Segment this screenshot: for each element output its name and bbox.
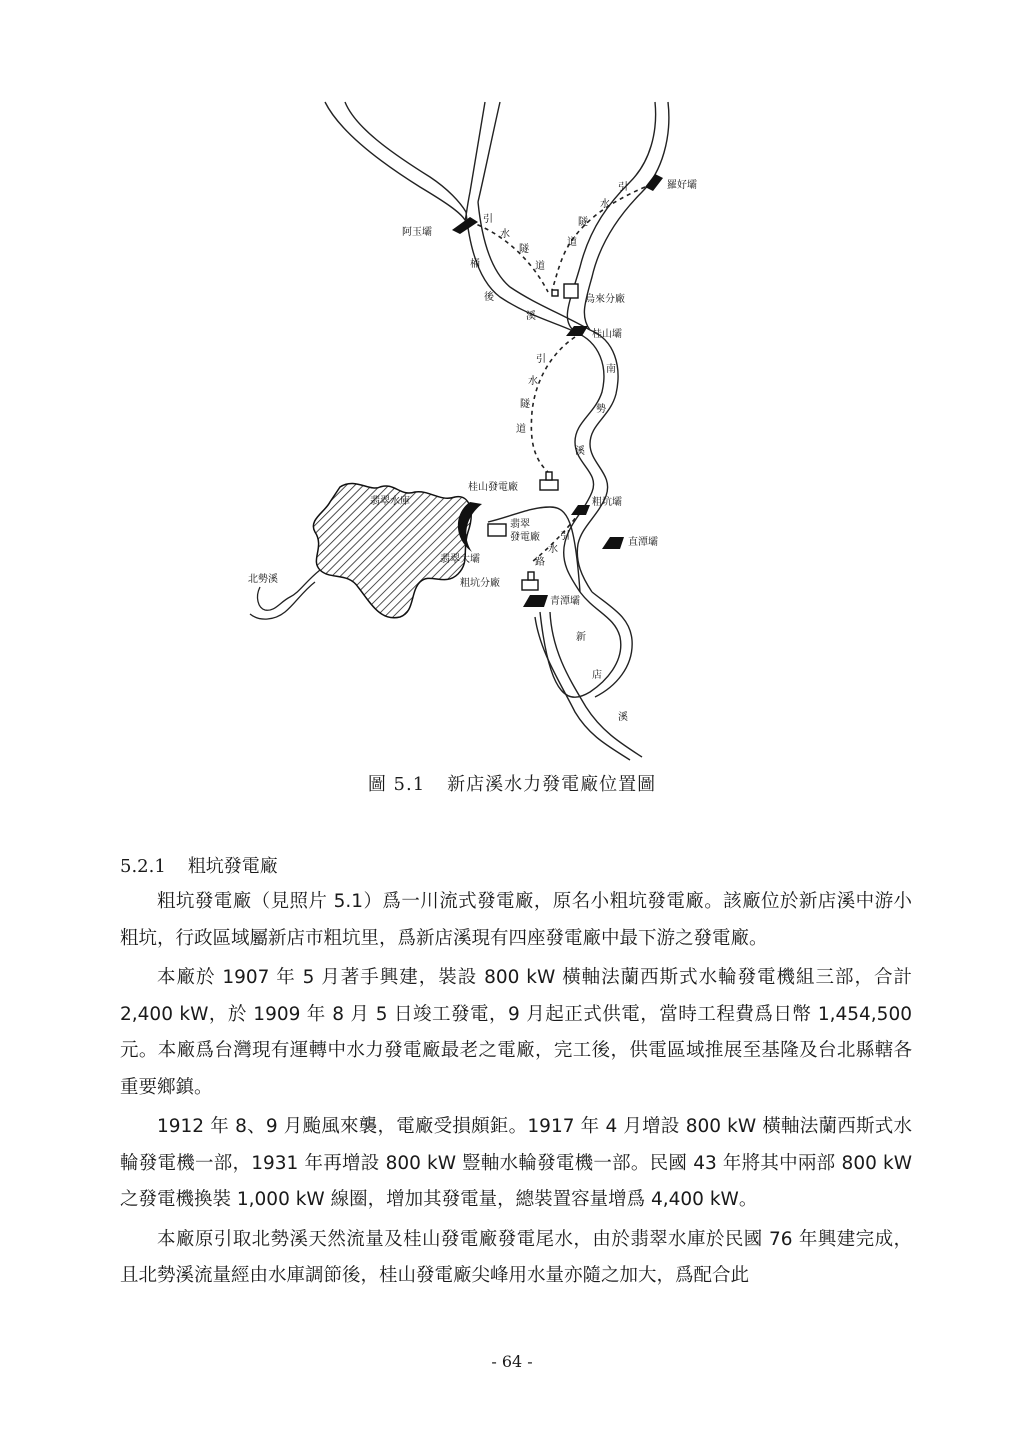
label-feicui-plant-2: 發電廠 <box>510 532 540 543</box>
label-cukeng-station: 粗坑分廠 <box>460 578 500 589</box>
cukeng-station-marker <box>522 580 538 590</box>
svg-text:桶: 桶 <box>470 259 480 270</box>
guishan-dam-marker <box>566 326 588 336</box>
figure-caption <box>0 770 1024 796</box>
paragraph: 1912 年 8、9 月颱風來襲，電廠受損頗鉅。1917 年 4 月增設 800 kW 橫軸法蘭西斯式水輪發電機一部，1931 年再增設 800 kW 豎軸水輪發電機一部。民國 43 年將其中兩部 800 kW 之發電機換裝 1,000 kW 線圈，增加其發電量，總裝置容量增爲 4,400 kW。 <box>120 1116 912 1210</box>
svg-text:後: 後 <box>484 292 494 303</box>
label-wulai-station: 烏來分廠 <box>585 294 625 305</box>
svg-text:道: 道 <box>516 424 526 435</box>
guishan-plant-marker <box>540 480 558 490</box>
paragraph: 本廠於 1907 年 5 月著手興建，裝設 800 kW 橫軸法蘭西斯式水輪發電機組三部，合計 2,400 kW，於 1909 年 8 月 5 日竣工發電，9 月起正式供電，當時工程費爲日幣 1,454,500 元。本廠爲台灣現有運轉中水力發電廠最老之電廠，完工後，供電區域推展至基隆及台北縣轄各重要鄉鎮。 <box>120 967 912 1098</box>
location-map-figure <box>230 92 697 762</box>
svg-text:道: 道 <box>567 237 577 248</box>
section-heading <box>120 852 278 878</box>
label-zhitan-dam: 直潭壩 <box>628 537 658 548</box>
svg-text:溪: 溪 <box>618 712 628 723</box>
section-title: 粗坑發電廠 <box>187 856 278 877</box>
svg-text:新: 新 <box>576 632 586 643</box>
svg-text:勢: 勢 <box>596 404 606 415</box>
luohao-dam-marker <box>645 174 663 191</box>
svg-text:引: 引 <box>536 354 546 365</box>
label-qingtan-dam: 青潭壩 <box>550 596 580 607</box>
cukeng-dam-marker <box>571 505 590 515</box>
wulai-station-marker <box>564 284 578 298</box>
label-ayu-dam: 阿玉壩 <box>402 227 432 238</box>
river-upper-middle <box>465 102 485 222</box>
svg-text:道: 道 <box>535 261 545 272</box>
xindian-creek <box>540 592 621 697</box>
section-number: 5.2.1 <box>120 856 166 877</box>
label-feicui-dam: 翡翠大壩 <box>440 554 480 565</box>
svg-text:隧: 隧 <box>578 217 588 228</box>
caption-number: 圖 5.1 <box>367 774 426 795</box>
svg-text:隧: 隧 <box>520 399 530 410</box>
label-feicui-reservoir: 翡翠水庫 <box>370 496 410 507</box>
label-cukeng-dam: 粗坑壩 <box>592 497 622 508</box>
zhitan-dam-marker <box>602 537 624 549</box>
feicui-plant-marker <box>488 524 506 536</box>
svg-text:引: 引 <box>618 182 628 193</box>
label-guishan-dam: 桂山壩 <box>592 329 622 340</box>
svg-text:溪: 溪 <box>575 446 585 457</box>
svg-text:隧: 隧 <box>519 244 529 255</box>
svg-text:水: 水 <box>600 199 610 210</box>
paragraph: 粗坑發電廠（見照片 5.1）爲一川流式發電廠，原名小粗坑發電廠。該廠位於新店溪中游小粗坑，行政區域屬新店市粗坑里，爲新店溪現有四座發電廠中最下游之發電廠。 <box>120 891 912 949</box>
vertical-labels <box>470 180 628 723</box>
svg-text:溪: 溪 <box>526 311 536 322</box>
svg-text:引: 引 <box>483 214 493 225</box>
nanshi-creek <box>564 332 604 592</box>
label-feicui-plant-1: 翡翠 <box>510 519 530 530</box>
caption-title: 新店溪水力發電廠位置圖 <box>447 774 657 795</box>
qingtan-dam-marker <box>523 595 548 607</box>
svg-text:引: 引 <box>560 531 570 542</box>
hydropower-location-map <box>230 92 697 762</box>
svg-text:水: 水 <box>548 544 558 555</box>
svg-text:南: 南 <box>606 364 616 375</box>
svg-text:水: 水 <box>500 229 510 240</box>
svg-text:水: 水 <box>528 376 538 387</box>
body-text <box>120 884 912 1298</box>
tunnel-luohao-to-wulai <box>552 187 645 290</box>
label-guishan-plant: 桂山發電廠 <box>468 482 518 493</box>
page-number: - 64 - <box>491 1352 533 1371</box>
svg-text:路: 路 <box>535 557 545 568</box>
paragraph: 本廠原引取北勢溪天然流量及桂山發電廠發電尾水，由於翡翠水庫於民國 76 年興建完成，且北勢溪流量經由水庫調節後，桂山發電廠尖峰用水量亦隨之加大，爲配合此 <box>120 1228 912 1286</box>
river-upper-left <box>325 102 465 220</box>
label-luohao-dam: 羅好壩 <box>667 180 697 191</box>
label-beishi-creek: 北勢溪 <box>248 574 278 585</box>
svg-text:店: 店 <box>592 670 602 681</box>
